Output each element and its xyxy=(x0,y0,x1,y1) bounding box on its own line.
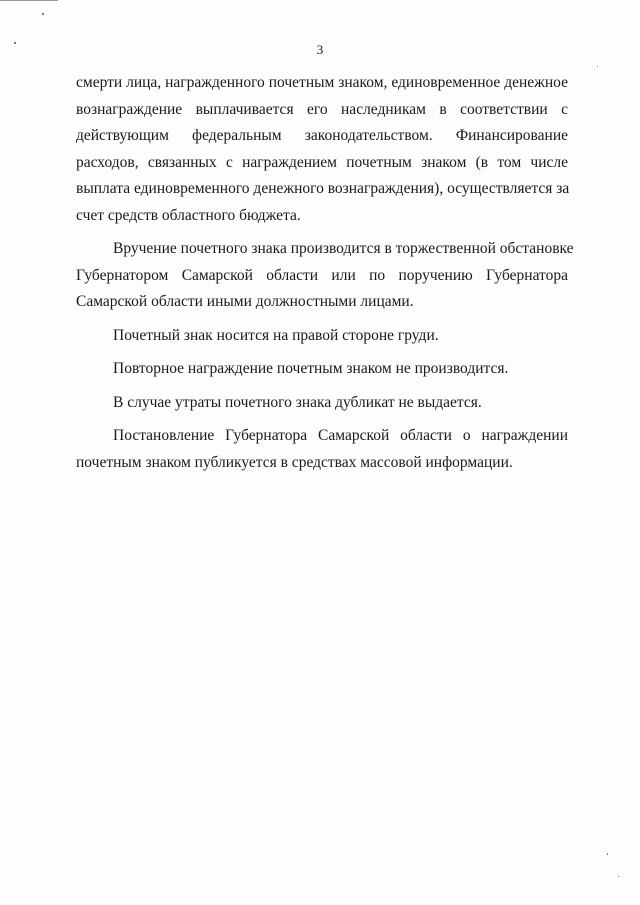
text-line: выплата единовременного денежного вознаграждения), осуществляется за xyxy=(76,180,570,197)
text-line: действующим федеральным законодательством. Финансирование xyxy=(76,127,568,144)
paragraph xyxy=(76,323,568,350)
text-line: Постановление Губернатора Самарской области о награждении xyxy=(113,427,568,444)
text-line: Почетный знак носится на правой стороне груди. xyxy=(113,326,439,344)
paragraph xyxy=(76,70,568,229)
text-line: смерти лица, награжденного почетным знаком, единовременное денежное xyxy=(76,74,568,91)
paragraph xyxy=(76,390,568,417)
text-line: счет средств областного бюджета. xyxy=(76,206,301,224)
text-line: вознаграждение выплачивается его наследникам в соответствии с xyxy=(76,100,568,118)
scan-speck xyxy=(607,853,608,855)
text-line: Самарской области иными должностными лицами. xyxy=(76,293,414,310)
paragraph xyxy=(76,356,568,383)
document-body xyxy=(76,70,574,476)
scan-speck xyxy=(618,876,619,877)
text-line: почетным знаком публикуется в средствах массовой информации. xyxy=(76,453,513,471)
text-line: Вручение почетного знака производится в торжественной обстановке xyxy=(113,240,574,257)
scan-speck xyxy=(597,66,598,67)
text-line: Повторное награждение почетным знаком не производится. xyxy=(113,360,509,377)
paragraph xyxy=(76,423,568,476)
text-line: В случае утраты почетного знака дубликат не выдается. xyxy=(113,393,482,411)
text-line: расходов, связанных с награждением почетным знаком (в том числе xyxy=(76,153,568,171)
page-number: 3 xyxy=(316,42,324,57)
text-line: Губернатором Самарской области или по поручению Губернатора xyxy=(76,266,568,284)
scan-speck xyxy=(42,13,44,15)
scan-edge-mark xyxy=(0,0,58,1)
paragraph xyxy=(76,236,574,316)
